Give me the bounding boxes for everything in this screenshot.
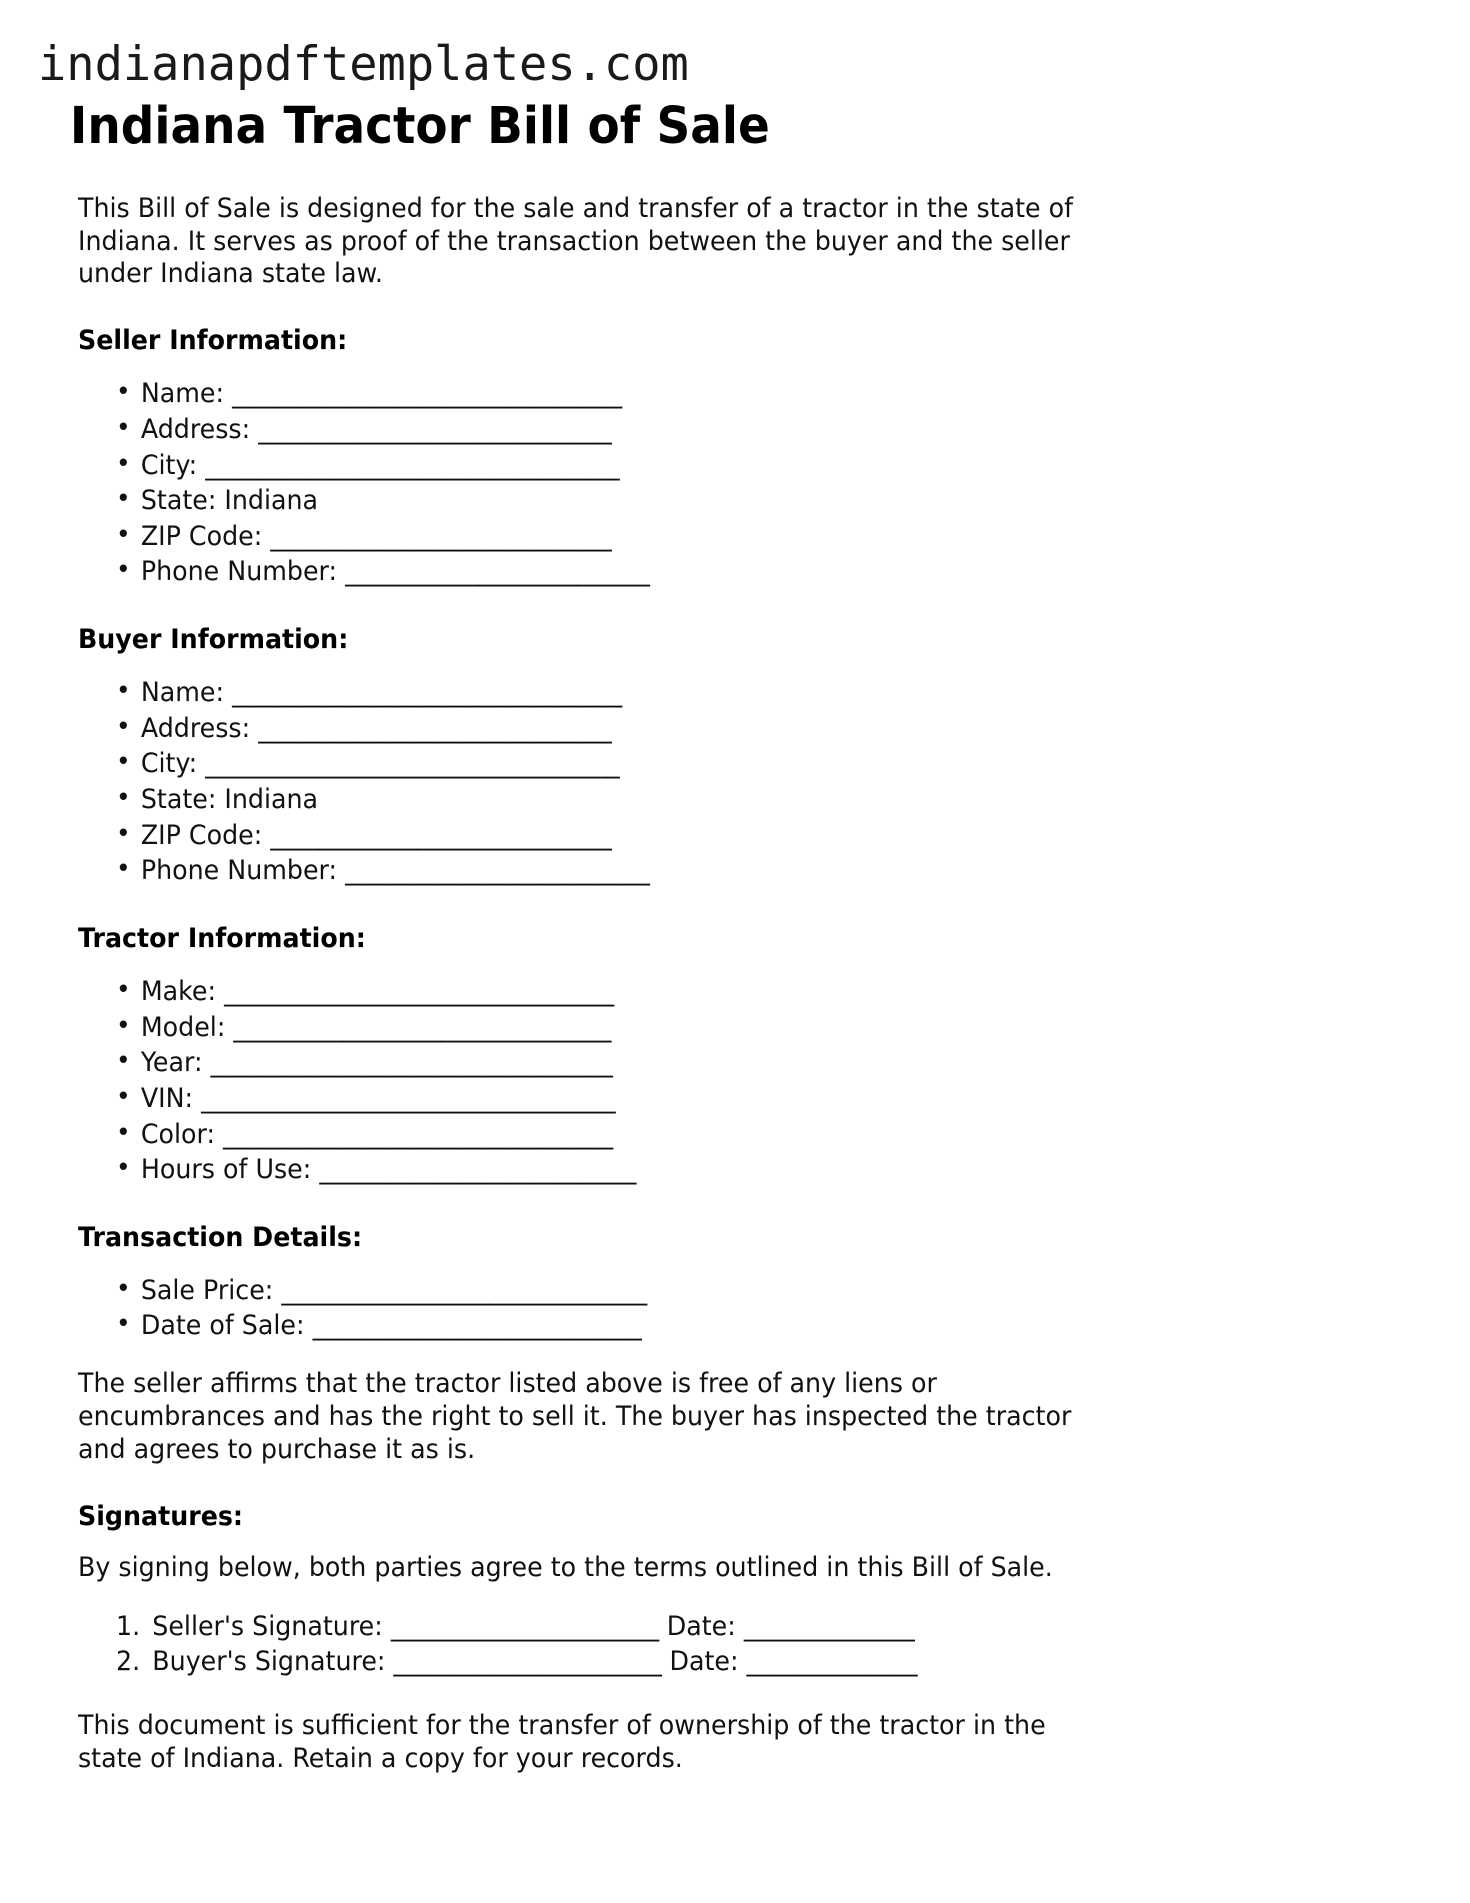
list-item bbox=[116, 1045, 1335, 1081]
list-item bbox=[116, 711, 1335, 747]
list-item bbox=[116, 675, 1335, 711]
field-label: Name: bbox=[140, 378, 225, 410]
signature-blank[interactable]: ______________________ bbox=[393, 1646, 662, 1678]
field-value: Indiana bbox=[224, 784, 319, 816]
list-item bbox=[116, 1010, 1335, 1046]
field-blank[interactable]: ________________________________ bbox=[232, 378, 622, 410]
field-blank[interactable]: ______________________________ bbox=[281, 1274, 647, 1306]
field-blank[interactable]: _________________________ bbox=[345, 556, 650, 588]
tractor-fields-list bbox=[78, 974, 1392, 1188]
tractor-information-heading: Tractor Information: bbox=[78, 922, 366, 954]
list-item bbox=[116, 376, 1335, 412]
list-item bbox=[116, 1609, 1335, 1645]
field-blank[interactable]: ____________________________ bbox=[270, 520, 612, 552]
list-item bbox=[116, 1273, 1335, 1309]
signature-blank[interactable]: ______________________ bbox=[390, 1610, 659, 1642]
seller-fields-list bbox=[78, 376, 1392, 590]
field-blank[interactable]: __________________________________ bbox=[205, 748, 620, 780]
spacer bbox=[78, 1585, 1392, 1609]
transaction-details-heading: Transaction Details: bbox=[78, 1221, 363, 1253]
list-item bbox=[116, 746, 1335, 782]
field-label: Name: bbox=[140, 677, 225, 709]
field-blank[interactable]: ________________________________ bbox=[224, 975, 614, 1007]
field-label: Address: bbox=[140, 413, 251, 445]
field-label: Make: bbox=[140, 975, 217, 1007]
field-label: State: bbox=[140, 784, 217, 816]
field-label: Model: bbox=[140, 1011, 226, 1043]
list-item bbox=[116, 1152, 1335, 1188]
field-label: City: bbox=[140, 748, 198, 780]
date-label: Date: bbox=[666, 1610, 736, 1642]
list-item bbox=[116, 974, 1335, 1010]
field-blank[interactable]: _______________________________ bbox=[233, 1011, 611, 1043]
field-blank[interactable]: __________________________ bbox=[319, 1154, 636, 1186]
list-item bbox=[116, 554, 1335, 590]
field-blank[interactable]: _________________________ bbox=[345, 855, 650, 887]
field-label: Phone Number: bbox=[140, 855, 338, 887]
field-label: Hours of Use: bbox=[140, 1154, 312, 1186]
document-body bbox=[0, 193, 1470, 1776]
list-item bbox=[116, 412, 1335, 448]
list-item bbox=[116, 448, 1335, 484]
field-blank[interactable]: ________________________________ bbox=[223, 1118, 613, 1150]
list-item bbox=[116, 1081, 1335, 1117]
date-blank[interactable]: ______________ bbox=[746, 1646, 918, 1678]
field-label: VIN: bbox=[140, 1082, 194, 1114]
closing-paragraph: This document is sufficient for the transfer of ownership of the tractor in the state of Indiana. Retain a copy for your records. bbox=[78, 1709, 1046, 1774]
spacer bbox=[78, 1344, 1392, 1368]
site-name-header: indianapdftemplates.com bbox=[38, 37, 689, 92]
field-label: Address: bbox=[140, 712, 251, 744]
signature-label: Buyer's Signature: bbox=[152, 1646, 386, 1678]
field-blank[interactable]: _____________________________ bbox=[258, 413, 612, 445]
signatures-heading: Signatures: bbox=[78, 1500, 244, 1532]
field-blank[interactable]: __________________________________ bbox=[205, 449, 620, 481]
field-blank[interactable]: _____________________________ bbox=[258, 712, 612, 744]
list-item bbox=[116, 1308, 1335, 1344]
field-blank[interactable]: ________________________________ bbox=[232, 677, 622, 709]
date-blank[interactable]: ______________ bbox=[743, 1610, 915, 1642]
list-item bbox=[116, 1117, 1335, 1153]
field-value: Indiana bbox=[224, 485, 319, 517]
list-item bbox=[116, 853, 1335, 889]
field-blank[interactable]: ____________________________ bbox=[270, 819, 612, 851]
field-label: Date of Sale: bbox=[140, 1310, 305, 1342]
field-label: Year: bbox=[140, 1047, 203, 1079]
spacer bbox=[78, 1680, 1392, 1710]
list-item bbox=[116, 782, 1335, 818]
intro-paragraph: This Bill of Sale is designed for the sale and transfer of a tractor in the state of Indiana. It serves as proof of the transaction between the buyer and the seller under Indiana state law. bbox=[78, 192, 1074, 290]
affirmation-paragraph: The seller affirms that the tractor listed above is free of any liens or encumbrances and has the right to sell it. The buyer has inspected the tractor and agrees to purchase it as is. bbox=[78, 1368, 1072, 1465]
signatures-intro-paragraph: By signing below, both parties agree to the terms outlined in this Bill of Sale. bbox=[78, 1551, 1053, 1583]
list-item bbox=[116, 1644, 1335, 1680]
list-item bbox=[116, 483, 1335, 519]
date-label: Date: bbox=[669, 1646, 739, 1678]
seller-information-heading: Seller Information: bbox=[78, 325, 348, 357]
field-label: City: bbox=[140, 449, 198, 481]
signature-label: Seller's Signature: bbox=[152, 1610, 383, 1642]
field-blank[interactable]: ___________________________ bbox=[312, 1310, 642, 1342]
field-label: State: bbox=[140, 485, 217, 517]
signature-rows-list bbox=[78, 1609, 1392, 1680]
field-label: ZIP Code: bbox=[140, 520, 263, 552]
field-label: Sale Price: bbox=[140, 1274, 274, 1306]
list-item bbox=[116, 519, 1335, 555]
list-item bbox=[116, 818, 1335, 854]
field-label: Phone Number: bbox=[140, 556, 338, 588]
field-label: ZIP Code: bbox=[140, 819, 263, 851]
buyer-information-heading: Buyer Information: bbox=[78, 624, 349, 656]
field-blank[interactable]: _________________________________ bbox=[210, 1047, 613, 1079]
field-label: Color: bbox=[140, 1118, 215, 1150]
buyer-fields-list bbox=[78, 675, 1392, 889]
page-title: Indiana Tractor Bill of Sale bbox=[69, 97, 770, 157]
field-blank[interactable]: __________________________________ bbox=[201, 1082, 616, 1114]
transaction-fields-list bbox=[78, 1273, 1392, 1344]
